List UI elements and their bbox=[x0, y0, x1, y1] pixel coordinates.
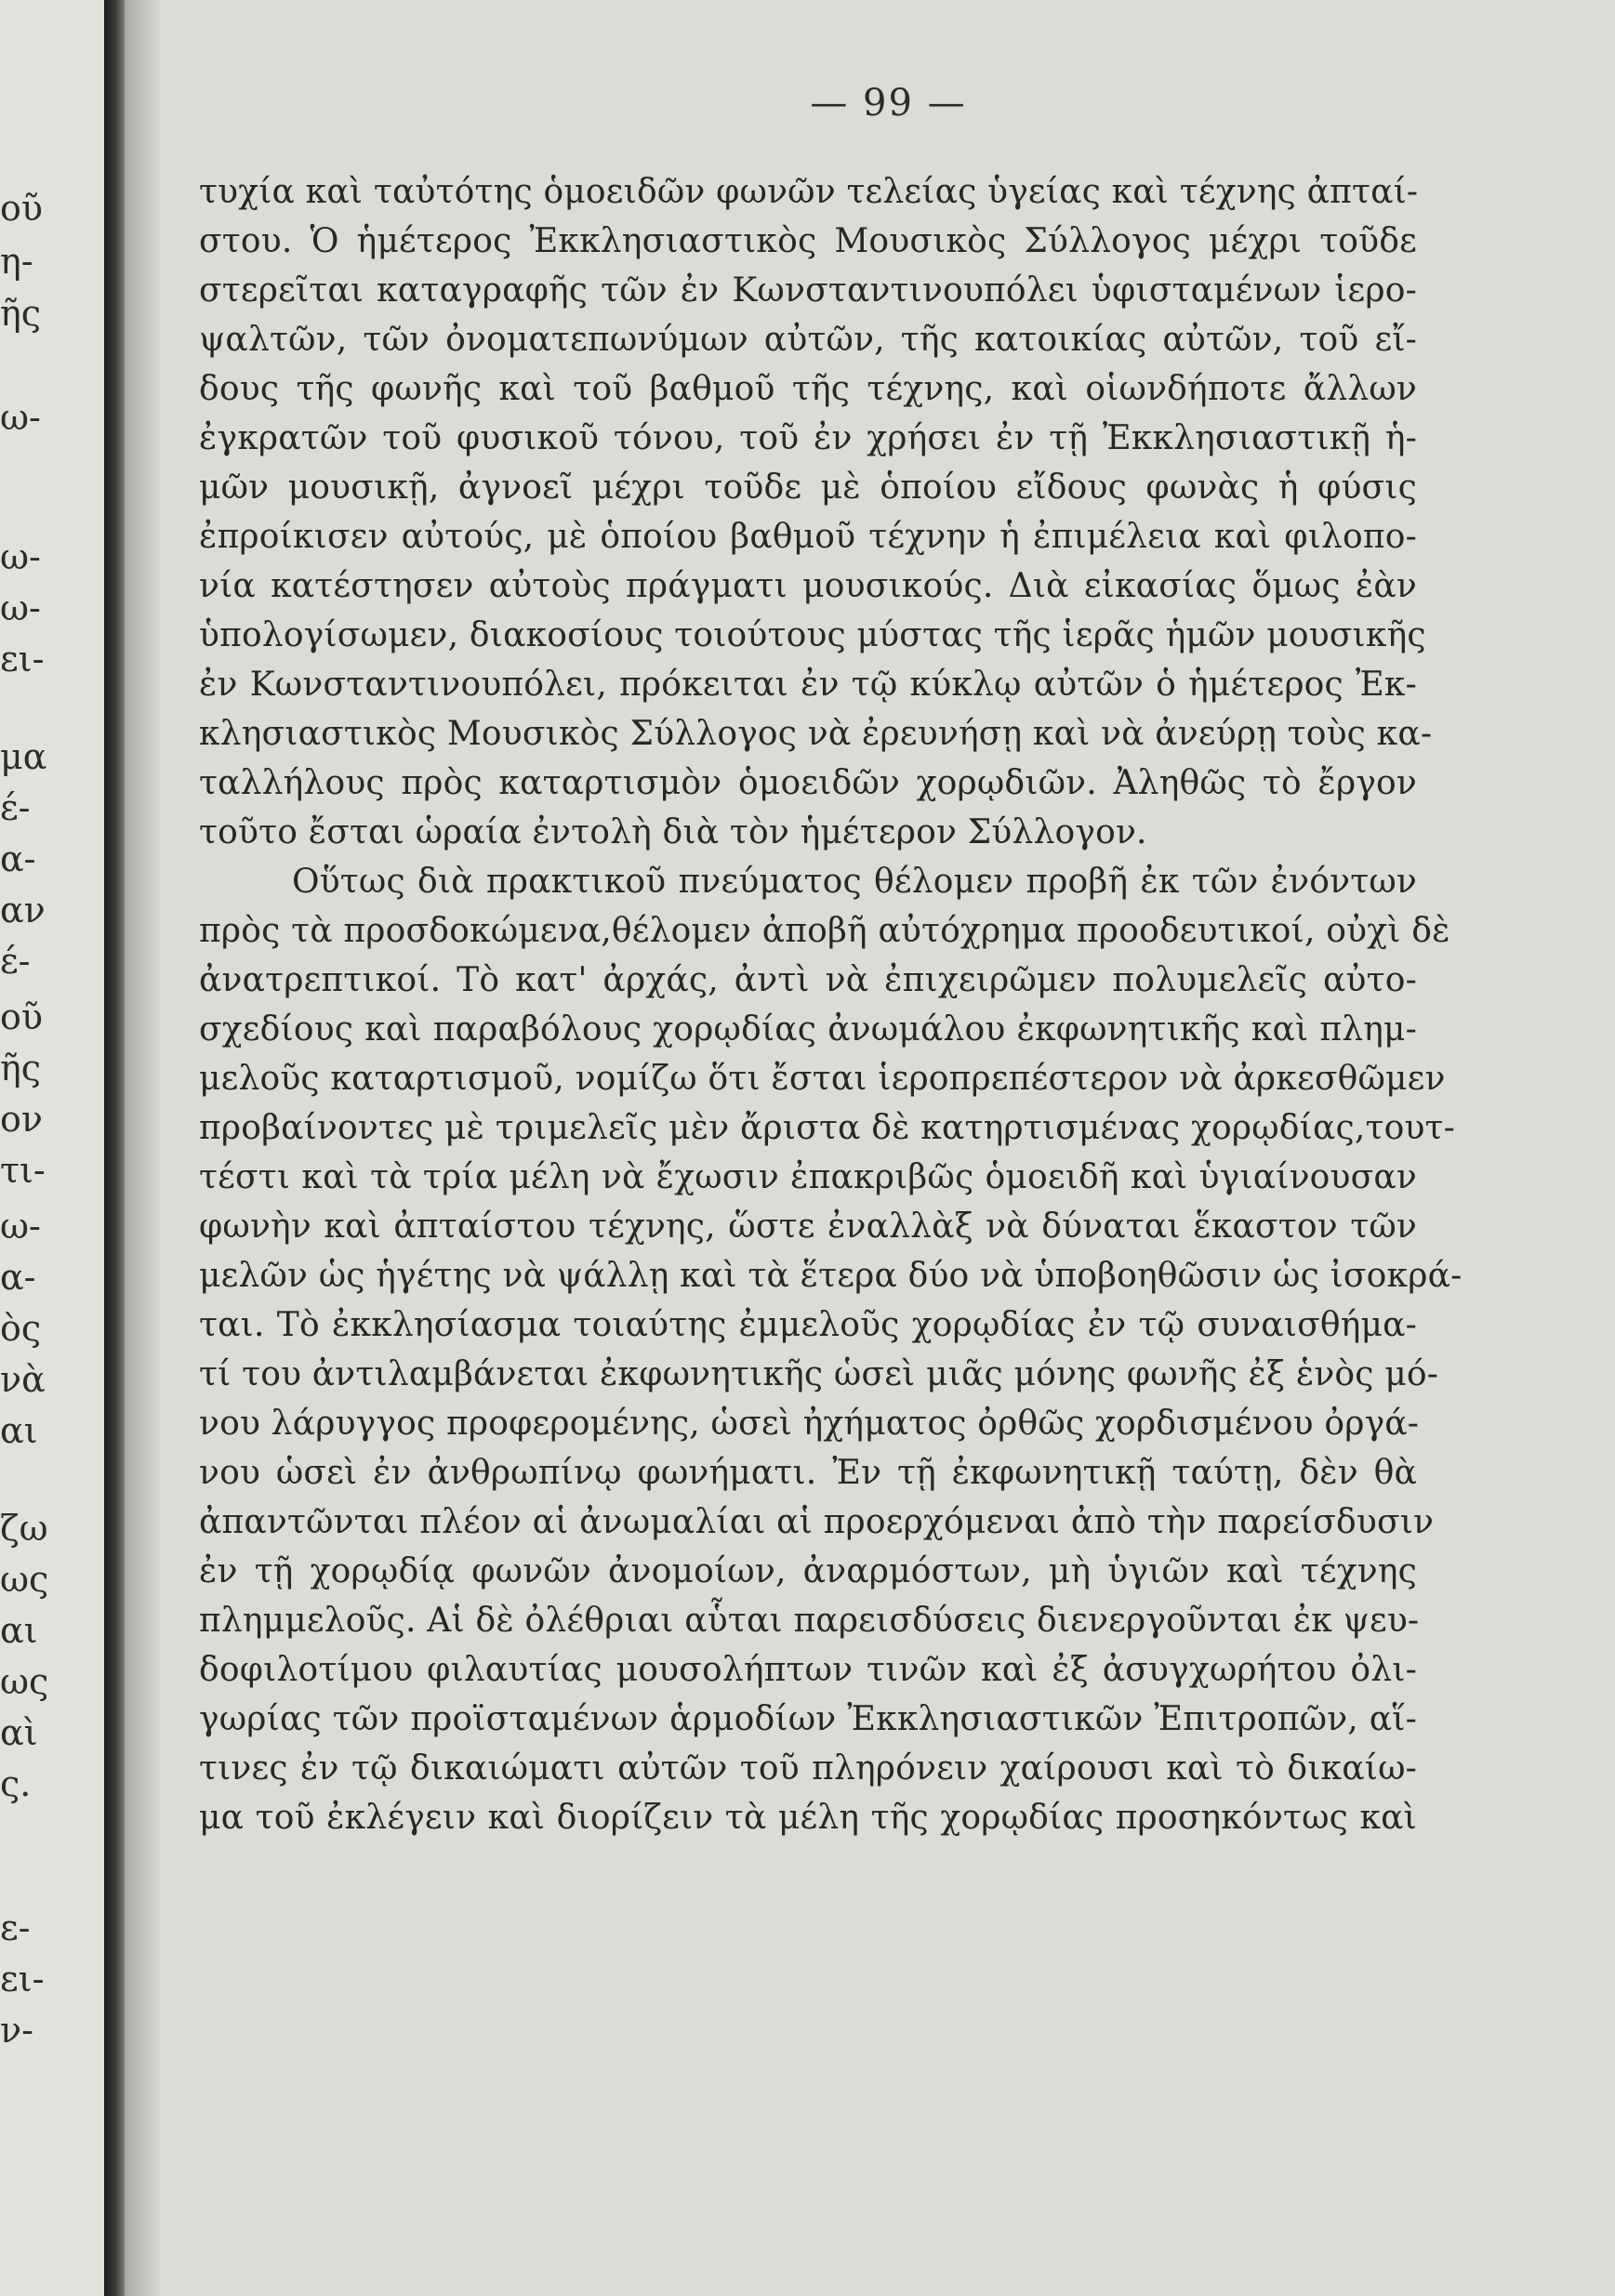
facing-fragment: ω- bbox=[0, 1206, 41, 1247]
facing-fragment: ω- bbox=[0, 536, 41, 577]
facing-fragment: ω- bbox=[0, 587, 41, 628]
facing-fragment: νὰ bbox=[0, 1359, 46, 1400]
text-line: ἐπροίκισεν αὐτούς, μὲ ὁποίου βαθμοῦ τέχνην ἡ ἐπιμέλεια καὶ φιλοπο- bbox=[199, 518, 1417, 556]
text-line: στου. Ὁ ἡμέτερος Ἐκκλησιαστικὸς Μουσικὸς Σύλλογος μέχρι τοῦδε bbox=[199, 222, 1417, 260]
text-line: μα τοῦ ἐκλέγειν καὶ διορίζειν τὰ μέλη τῆς χορῳδίας προσηκόντως καὶ bbox=[199, 1799, 1417, 1837]
facing-fragment: ς. bbox=[0, 1763, 32, 1804]
book-page bbox=[162, 0, 1615, 2296]
text-line: ὑπολογίσωμεν, διακοσίους τοιούτους μύστας τῆς ἱερᾶς ἡμῶν μουσικῆς bbox=[199, 616, 1426, 654]
facing-fragment: ον bbox=[0, 1099, 43, 1140]
facing-fragment: α- bbox=[0, 838, 36, 879]
page-number: — 99 — bbox=[810, 82, 967, 125]
text-line: προβαίνοντες μὲ τριμελεῖς μὲν ἄριστα δὲ κατηρτισμένας χορῳδίας,τουτ- bbox=[199, 1109, 1456, 1147]
facing-fragment: αὶ bbox=[0, 1712, 38, 1753]
facing-fragment: ως bbox=[0, 1559, 49, 1600]
text-line: δους τῆς φωνῆς καὶ τοῦ βαθμοῦ τῆς τέχνης, καὶ οἱωνδήποτε ἄλλων bbox=[199, 370, 1417, 408]
facing-fragment: οῦ bbox=[0, 188, 43, 229]
text-line: τέστι καὶ τὰ τρία μέλη νὰ ἔχωσιν ἐπακριβῶς ὁμοειδῆ καὶ ὑγιαίνουσαν bbox=[199, 1158, 1417, 1196]
facing-fragment: ει- bbox=[0, 1959, 45, 1999]
text-line: νου λάρυγγος προφερομένης, ὡσεὶ ἠχήματος ὀρθῶς χορδισμένου ὀργά- bbox=[199, 1405, 1420, 1443]
paragraph-end-line: τοῦτο ἔσται ὡραία ἐντολὴ διὰ τὸν ἡμέτερον Σύλλογον. bbox=[199, 813, 1147, 851]
facing-fragment: ζω bbox=[0, 1508, 48, 1549]
facing-fragment: έ- bbox=[0, 787, 31, 828]
text-line: κλησιαστικὸς Μουσικὸς Σύλλογος νὰ ἐρευνήσῃ καὶ νὰ ἀνεύρῃ τοὺς κα- bbox=[199, 715, 1433, 753]
text-line: νου ὡσεὶ ἐν ἀνθρωπίνῳ φωνήματι. Ἐν τῇ ἐκφωνητικῇ ταύτῃ, δὲν θὰ bbox=[199, 1454, 1417, 1492]
text-line: ται. Τὸ ἐκκλησίασμα τοιαύτης ἐμμελοῦς χορῳδίας ἐν τῷ συναισθήμα- bbox=[199, 1306, 1417, 1344]
facing-fragment: τι- bbox=[0, 1150, 46, 1191]
facing-fragment: ω- bbox=[0, 397, 41, 438]
facing-fragment: α- bbox=[0, 1257, 36, 1298]
text-line: πρὸς τὰ προσδοκώμενα,θέλομεν ἀποβῆ αὐτόχρημα προοδευτικοί, οὐχὶ δὲ bbox=[199, 912, 1450, 950]
text-line: σχεδίους καὶ παραβόλους χορῳδίας ἀνωμάλου ἐκφωνητικῆς καὶ πλημ- bbox=[199, 1010, 1417, 1049]
text-line: πλημμελοῦς. Αἱ δὲ ὀλέθριαι αὗται παρεισδύσεις διενεργοῦνται ἐκ ψευ- bbox=[199, 1602, 1420, 1640]
text-line: δοφιλοτίμου φιλαυτίας μουσολήπτων τινῶν καὶ ἐξ ἀσυγχωρήτου ὀλι- bbox=[199, 1651, 1417, 1689]
facing-fragment: αν bbox=[0, 890, 46, 930]
text-line: ταλλήλους πρὸς καταρτισμὸν ὁμοειδῶν χορῳδιῶν. Ἀληθῶς τὸ ἔργον bbox=[199, 764, 1417, 802]
text-line: φωνὴν καὶ ἀπταίστου τέχνης, ὥστε ἐναλλὰξ νὰ δύναται ἕκαστον τῶν bbox=[199, 1207, 1417, 1246]
facing-fragment: οῦ bbox=[0, 996, 43, 1037]
facing-fragment: ῆς bbox=[0, 1048, 42, 1089]
facing-fragment: έ- bbox=[0, 941, 31, 982]
text-line: ἀπαντῶνται πλέον αἱ ἀνωμαλίαι αἱ προερχόμεναι ἀπὸ τὴν παρείσδυσιν bbox=[199, 1503, 1435, 1541]
facing-fragment: μα bbox=[0, 736, 47, 777]
body-text bbox=[199, 167, 1463, 1842]
text-line: ἐγκρατῶν τοῦ φυσικοῦ τόνου, τοῦ ἐν χρήσει ἐν τῇ Ἐκκλησιαστικῇ ἡ- bbox=[199, 419, 1417, 457]
facing-page-edge bbox=[0, 0, 104, 2296]
text-line: τί του ἀντιλαμβάνεται ἐκφωνητικῆς ὡσεὶ μιᾶς μόνης φωνῆς ἐξ ἑνὸς μό- bbox=[199, 1355, 1439, 1393]
text-line: γωρίας τῶν προϊσταμένων ἁρμοδίων Ἐκκλησιαστικῶν Ἐπιτροπῶν, αἵ- bbox=[199, 1700, 1417, 1738]
facing-fragment: ε- bbox=[0, 1907, 31, 1948]
facing-fragment: ν- bbox=[0, 2010, 33, 2051]
book-gutter bbox=[104, 0, 125, 2296]
facing-fragment: αι bbox=[0, 1410, 38, 1451]
text-line: τινες ἐν τῷ δικαιώματι αὐτῶν τοῦ πληρόνειν χαίρουσι καὶ τὸ δικαίω- bbox=[199, 1749, 1417, 1788]
text-line: νία κατέστησεν αὐτοὺς πράγματι μουσικούς. Διὰ εἰκασίας ὅμως ἐὰν bbox=[199, 567, 1417, 605]
text-line: μελῶν ὡς ἡγέτης νὰ ψάλλῃ καὶ τὰ ἕτερα δύο νὰ ὑποβοηθῶσιν ὡς ἰσοκρά- bbox=[199, 1257, 1463, 1295]
text-line: ψαλτῶν, τῶν ὀνοματεπωνύμων αὐτῶν, τῆς κατοικίας αὐτῶν, τοῦ εἴ- bbox=[199, 321, 1417, 359]
gutter-shadow bbox=[125, 0, 162, 2296]
text-line: τυχία καὶ ταὐτότης ὁμοειδῶν φωνῶν τελείας ὑγείας καὶ τέχνης ἀπταί- bbox=[199, 173, 1419, 211]
text-line: ἀνατρεπτικοί. Τὸ κατ' ἀρχάς, ἀντὶ νὰ ἐπιχειρῶμεν πολυμελεῖς αὐτο- bbox=[199, 961, 1417, 999]
facing-fragment: η- bbox=[0, 241, 33, 282]
text-line: ἐν τῇ χορῳδίᾳ φωνῶν ἀνομοίων, ἀναρμόστων, μὴ ὑγιῶν καὶ τέχνης bbox=[199, 1552, 1417, 1590]
text-line: στερεῖται καταγραφῆς τῶν ἐν Κωνσταντινουπόλει ὑφισταμένων ἱερο- bbox=[199, 271, 1417, 310]
facing-fragment: ὸς bbox=[0, 1308, 42, 1349]
facing-fragment: ως bbox=[0, 1661, 49, 1702]
paragraph-start-line: Οὕτως διὰ πρακτικοῦ πνεύματος θέλομεν προβῆ ἐκ τῶν ἐνόντων bbox=[292, 863, 1417, 901]
text-line: ἐν Κωνσταντινουπόλει, πρόκειται ἐν τῷ κύκλῳ αὐτῶν ὁ ἡμέτερος Ἐκ- bbox=[199, 666, 1417, 704]
text-line: μελοῦς καταρτισμοῦ, νομίζω ὅτι ἔσται ἱεροπρεπέστερον νὰ ἀρκεσθῶμεν bbox=[199, 1060, 1446, 1098]
facing-fragment: ει- bbox=[0, 639, 45, 680]
facing-fragment: αι bbox=[0, 1610, 38, 1651]
text-line: μῶν μουσικῇ, ἀγνοεῖ μέχρι τοῦδε μὲ ὁποίου εἴδους φωνὰς ἡ φύσις bbox=[199, 468, 1417, 507]
facing-fragment: ῆς bbox=[0, 293, 42, 334]
